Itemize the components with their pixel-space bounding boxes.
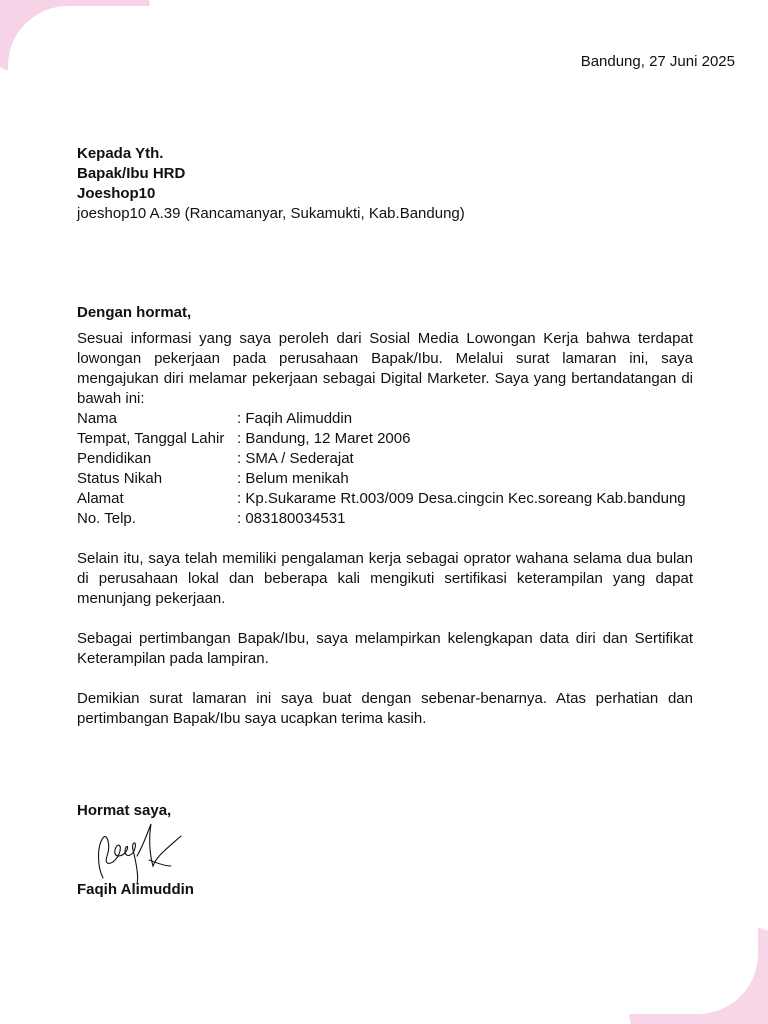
info-row-marital-status xyxy=(77,469,693,489)
info-label: Alamat xyxy=(77,490,124,507)
info-row-name xyxy=(77,409,693,429)
info-label: Tempat, Tanggal Lahir xyxy=(77,430,225,447)
info-value: : Belum menikah xyxy=(237,470,349,487)
info-row-phone xyxy=(77,509,693,529)
info-row-birth xyxy=(77,429,693,449)
letter-body xyxy=(77,303,693,729)
recipient-company: Joeshop10 xyxy=(77,185,156,202)
signer-name: Faqih Alimuddin xyxy=(77,881,194,898)
info-label: Status Nikah xyxy=(77,470,163,487)
info-value: : Bandung, 12 Maret 2006 xyxy=(237,430,411,447)
info-value: : Kp.Sukarame Rt.003/009 Desa.cingcin Kec.soreang Kab.bandung xyxy=(237,490,686,507)
info-label: No. Telp. xyxy=(77,510,136,527)
info-label: Nama xyxy=(77,410,118,427)
salutation: Dengan hormat, xyxy=(77,304,192,321)
info-row-education xyxy=(77,449,693,469)
signature-block xyxy=(77,802,194,898)
letter-date: Bandung, 27 Juni 2025 xyxy=(580,53,735,70)
info-value: : SMA / Sederajat xyxy=(237,450,354,467)
closing-phrase: Hormat saya, xyxy=(77,802,172,819)
info-value: : Faqih Alimuddin xyxy=(237,410,353,427)
intro-paragraph: Sesuai informasi yang saya peroleh dari Sosial Media Lowongan Kerja bahwa terdapat lowongan pekerjaan pada perusahaan Bapak/Ibu. Melalui surat lamaran ini, saya mengajukan diri melamar pekerjaan sebagai Digital Marketer. Saya yang bertandatangan di bawah ini: xyxy=(77,330,693,407)
info-label: Pendidikan xyxy=(77,450,152,467)
handwritten-signature xyxy=(93,816,193,886)
recipient-address: joeshop10 A.39 (Rancamanyar, Sukamukti, Kab.Bandung) xyxy=(77,205,465,222)
recipient-greeting: Kepada Yth. xyxy=(77,145,164,162)
recipient-block xyxy=(77,144,465,224)
experience-paragraph: Selain itu, saya telah memiliki pengalaman kerja sebagai oprator wahana selama dua bulan di perusahaan lokal dan beberapa kali mengikuti sertifikasi keterampilan yang dapat menunjang pekerjaan. xyxy=(77,550,693,607)
closing-paragraph: Demikian surat lamaran ini saya buat dengan sebenar-benarnya. Atas perhatian dan pertimbangan Bapak/Ibu saya ucapkan terima kasih. xyxy=(77,690,693,727)
info-row-address xyxy=(77,489,693,509)
info-value: : 083180034531 xyxy=(237,510,346,527)
recipient-title: Bapak/Ibu HRD xyxy=(77,165,186,182)
attachment-paragraph: Sebagai pertimbangan Bapak/Ibu, saya melampirkan kelengkapan data diri dan Sertifikat Keterampilan pada lampiran. xyxy=(77,630,693,667)
personal-info-table xyxy=(77,409,693,529)
